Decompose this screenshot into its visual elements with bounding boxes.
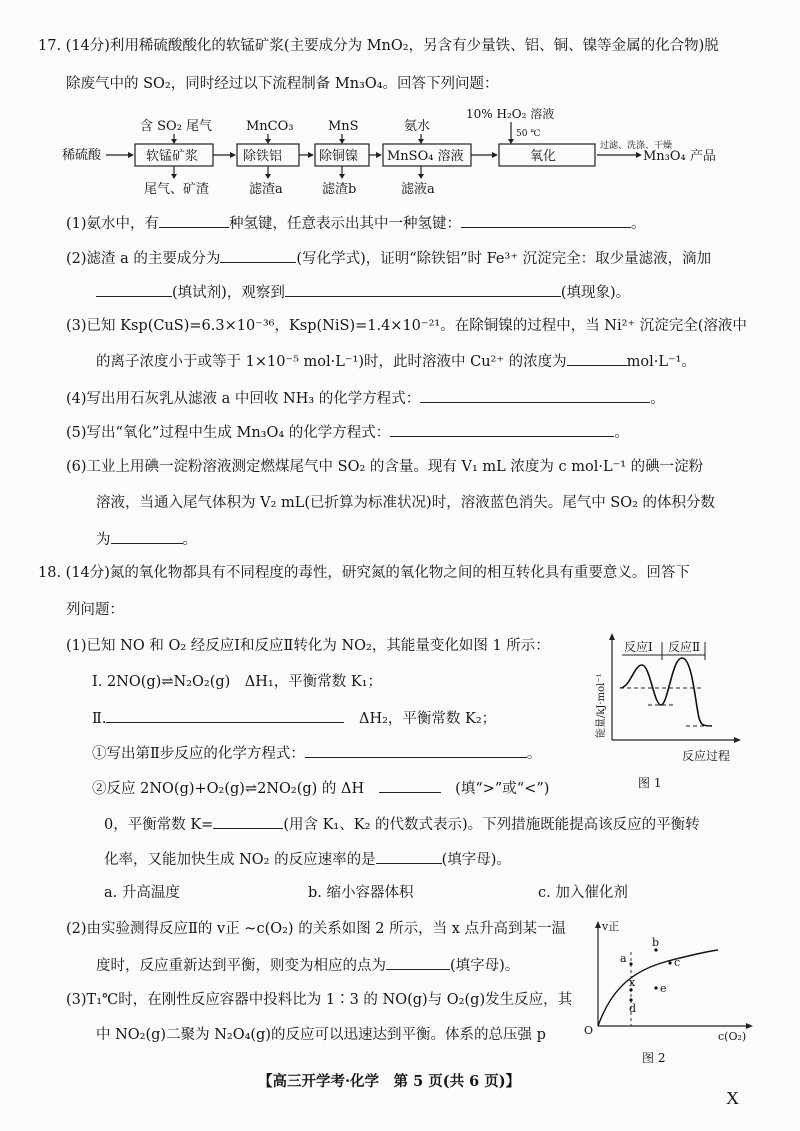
fig2-point-c: c xyxy=(674,956,681,969)
flow-start: 稀硫酸 xyxy=(62,148,102,163)
q17-p2-text-a: (2)滤渣 a 的主要成分为 xyxy=(66,251,221,267)
answer-blank[interactable] xyxy=(106,707,344,723)
q17-p6-text-c: 为 xyxy=(96,532,111,548)
q18-s1-text-a: ①写出第Ⅱ步反应的化学方程式： xyxy=(92,746,305,762)
q17-part-2-line-1 xyxy=(66,247,711,269)
fig1-energy-curve xyxy=(620,658,712,726)
q17-flowchart xyxy=(60,104,750,204)
q18-p2-text-c: (填字母)。 xyxy=(450,958,520,974)
flow-ox-reagent: 10% H₂O₂ 溶液 xyxy=(466,107,555,121)
flow-box-1-label: 软锰矿浆 xyxy=(146,149,199,164)
answer-blank[interactable] xyxy=(96,281,172,297)
flow-box-4-label: MnSO₄ 溶液 xyxy=(387,149,464,164)
flow-input-3: MnS xyxy=(328,119,359,134)
answer-blank[interactable] xyxy=(461,212,631,228)
q18-s2-text-f: (填字母)。 xyxy=(441,852,511,868)
q18-part-2-line-1: (2)由实验测得反应Ⅱ的 v正 ~c(O₂) 的关系如图 2 所示，当 x 点升高到某一温 xyxy=(66,921,567,937)
q18-option-b[interactable]: b. 缩小容器体积 xyxy=(308,885,414,901)
q18-reaction-2 xyxy=(92,707,496,729)
q17-part-6-line-1: (6)工业上用碘一淀粉溶液测定燃煤尾气中 SO₂ 的含量。现有 V₁ mL 浓度为 c mol·L⁻¹ 的碘一淀粉 xyxy=(66,459,704,475)
answer-blank[interactable] xyxy=(386,954,450,970)
q18-sub-2-line-3 xyxy=(104,848,511,870)
answer-blank[interactable] xyxy=(420,387,650,403)
answer-blank[interactable] xyxy=(213,813,283,829)
q18-s2-text-b: (填“>”或“<”) xyxy=(455,781,550,797)
answer-blank[interactable] xyxy=(379,777,441,793)
figure-2-rate-plot xyxy=(578,914,758,1074)
q18-r2-text: ΔH₂，平衡常数 K₂； xyxy=(358,711,497,727)
flow-ox-temp: 50 ℃ xyxy=(516,129,541,139)
flow-box-5-label: 氧化 xyxy=(530,149,557,164)
page-footer: 【高三开学考·化学 第 5 页(共 6 页)】 xyxy=(258,1073,521,1090)
fig1-label-reaction-2: 反应Ⅱ xyxy=(668,640,701,654)
flow-box-3-label: 除铜镍 xyxy=(319,149,359,164)
fig1-caption: 图 1 xyxy=(638,776,662,790)
q18-line-1: 18. (14分)氮的氧化物都具有不同程度的毒性，研究氮的氧化物之间的相互转化具有重要意义。回答下 xyxy=(38,565,690,581)
answer-blank[interactable] xyxy=(220,247,296,263)
flow-box-2-label: 除铁铝 xyxy=(243,149,283,164)
answer-blank[interactable] xyxy=(376,848,442,864)
fig2-x-label: c(O₂) xyxy=(718,1030,747,1043)
q18-s2-text-e: 化率，又能加快生成 NO₂ 的反应速率的是 xyxy=(104,852,376,868)
q17-p5-text-a: (5)写出“氧化”过程中生成 Mn₃O₄ 的化学方程式： xyxy=(66,425,391,441)
q17-p2-text-c: (填试剂)，观察到 xyxy=(172,285,285,301)
q18-reaction-1: Ⅰ. 2NO(g)⇌N₂O₂(g) ΔH₁，平衡常数 K₁； xyxy=(92,674,382,690)
q18-sub-1 xyxy=(92,742,541,764)
flow-output-3: 滤渣b xyxy=(322,182,357,197)
fig1-label-reaction-1: 反应Ⅰ xyxy=(624,640,653,654)
flow-output-4: 滤液a xyxy=(401,182,435,197)
q18-s2-text-c: 0，平衡常数 K= xyxy=(104,817,214,833)
q17-line-1: 17. (14分)利用稀硫酸酸化的软锰矿浆(主要成分为 MnO₂，另含有少量铁、铝、铜、镍等金属的化合物)脱 xyxy=(38,38,719,54)
fig2-caption: 图 2 xyxy=(642,1051,666,1065)
q17-part-3-line-1: (3)已知 Ksp(CuS)=6.3×10⁻³⁶，Ksp(NiS)=1.4×10⁻²¹。在除铜镍的过程中，当 Ni²⁺ 沉淀完全(溶液中 xyxy=(66,318,747,334)
flow-product: Mn₃O₄ 产品 xyxy=(643,149,716,164)
figure-1-energy-diagram xyxy=(590,630,750,795)
q17-p4-text-a: (4)写出用石灰乳从滤液 a 中回收 NH₃ 的化学方程式： xyxy=(66,391,421,407)
q17-part-1 xyxy=(66,212,646,234)
q18-s2-text-d: (用含 K₁、K₂ 的代数式表示)。下列措施既能提高该反应的平衡转 xyxy=(283,817,700,833)
fig2-point-x: x xyxy=(629,976,636,989)
q18-p2-text-b: 度时，反应重新达到平衡，则变为相应的点为 xyxy=(96,958,386,974)
q17-part-6-line-2: 溶液，当通入尾气体积为 V₂ mL(已折算为标准状况)时，溶液蓝色消失。尾气中 SO₂ 的体积分数 xyxy=(96,495,716,511)
flow-input-1: 含 SO₂ 尾气 xyxy=(140,119,213,134)
q18-part-2-line-2 xyxy=(96,954,519,976)
q18-s1-text-b: 。 xyxy=(526,746,542,762)
flow-process: 过滤、洗涤、干燥 xyxy=(600,141,673,151)
fig2-point-d: d xyxy=(629,1002,637,1015)
fig2-curve xyxy=(598,950,718,1026)
q18-line-2: 列问题： xyxy=(66,602,124,618)
flow-input-2: MnCO₃ xyxy=(246,119,294,134)
fig1-x-label: 反应过程 xyxy=(682,749,731,763)
fig2-point-e: e xyxy=(660,982,667,995)
answer-blank[interactable] xyxy=(305,742,527,758)
q18-part-1-intro: (1)已知 NO 和 O₂ 经反应Ⅰ和反应Ⅱ转化为 NO₂，其能量变化如图 1 所示： xyxy=(66,638,550,654)
fig2-point-b: b xyxy=(652,936,660,949)
fig2-origin: O xyxy=(584,1024,594,1037)
answer-blank[interactable] xyxy=(567,350,627,366)
q18-sub-2-line-2 xyxy=(104,813,700,835)
q17-part-6-line-3 xyxy=(96,528,197,550)
q17-p6-text-d: 。 xyxy=(182,532,197,548)
q17-p5-text-b: 。 xyxy=(614,425,629,441)
q18-r2-label: Ⅱ. xyxy=(92,711,107,727)
q17-line-2: 除废气中的 SO₂，同时经过以下流程制备 Mn₃O₄。回答下列问题： xyxy=(66,76,499,92)
q18-part-3-line-2: 中 NO₂(g)二聚为 N₂O₄(g)的反应可以迅速达到平衡。体系的总压强 p xyxy=(96,1027,546,1043)
fig2-point-a: a xyxy=(620,952,627,965)
q18-option-a[interactable]: a. 升高温度 xyxy=(104,885,180,901)
answer-blank[interactable] xyxy=(111,528,183,544)
flow-input-4: 氨水 xyxy=(404,119,431,134)
fig2-y-label: v正 xyxy=(602,920,620,933)
answer-blank[interactable] xyxy=(390,421,614,437)
q17-p1-text-b: 种氢键，任意表示出其中一种氢键： xyxy=(229,216,462,232)
q18-option-c[interactable]: c. 加入催化剂 xyxy=(538,885,628,901)
answer-blank[interactable] xyxy=(285,281,561,297)
q17-p4-text-b: 。 xyxy=(650,391,665,407)
q17-p3-text-c: mol·L⁻¹。 xyxy=(626,354,696,370)
q17-p2-text-b: (写化学式)，证明“除铁铝”时 Fe³⁺ 沉淀完全：取少量滤液，滴加 xyxy=(296,251,712,267)
q17-part-3-line-2 xyxy=(96,350,696,372)
q17-p2-text-d: (填现象)。 xyxy=(560,285,631,301)
q18-part-3-line-1: (3)T₁℃时，在刚性反应容器中投料比为 1∶3 的 NO(g)与 O₂(g)发生反应，其 xyxy=(66,992,573,1008)
fig1-y-label: 能量/kJ·mol⁻¹ xyxy=(596,673,607,738)
q18-s2-text-a: ②反应 2NO(g)+O₂(g)⇌2NO₂(g) 的 ΔH xyxy=(92,781,365,797)
q17-p1-text-c: 。 xyxy=(631,216,646,232)
flow-output-2: 滤渣a xyxy=(249,182,283,197)
q17-p3-text-b: 的离子浓度小于或等于 1×10⁻⁵ mol·L⁻¹)时，此时溶液中 Cu²⁺ 的浓度为 xyxy=(96,354,567,370)
q17-part-5 xyxy=(66,421,629,443)
q17-part-4 xyxy=(66,387,665,409)
q17-p1-text-a: (1)氨水中，有 xyxy=(66,216,160,232)
answer-blank[interactable] xyxy=(159,212,229,228)
q18-sub-2-line-1 xyxy=(92,777,549,799)
flow-output-1: 尾气、矿渣 xyxy=(144,182,210,197)
page-mark: X xyxy=(726,1088,739,1108)
q17-part-2-line-2 xyxy=(96,281,630,303)
